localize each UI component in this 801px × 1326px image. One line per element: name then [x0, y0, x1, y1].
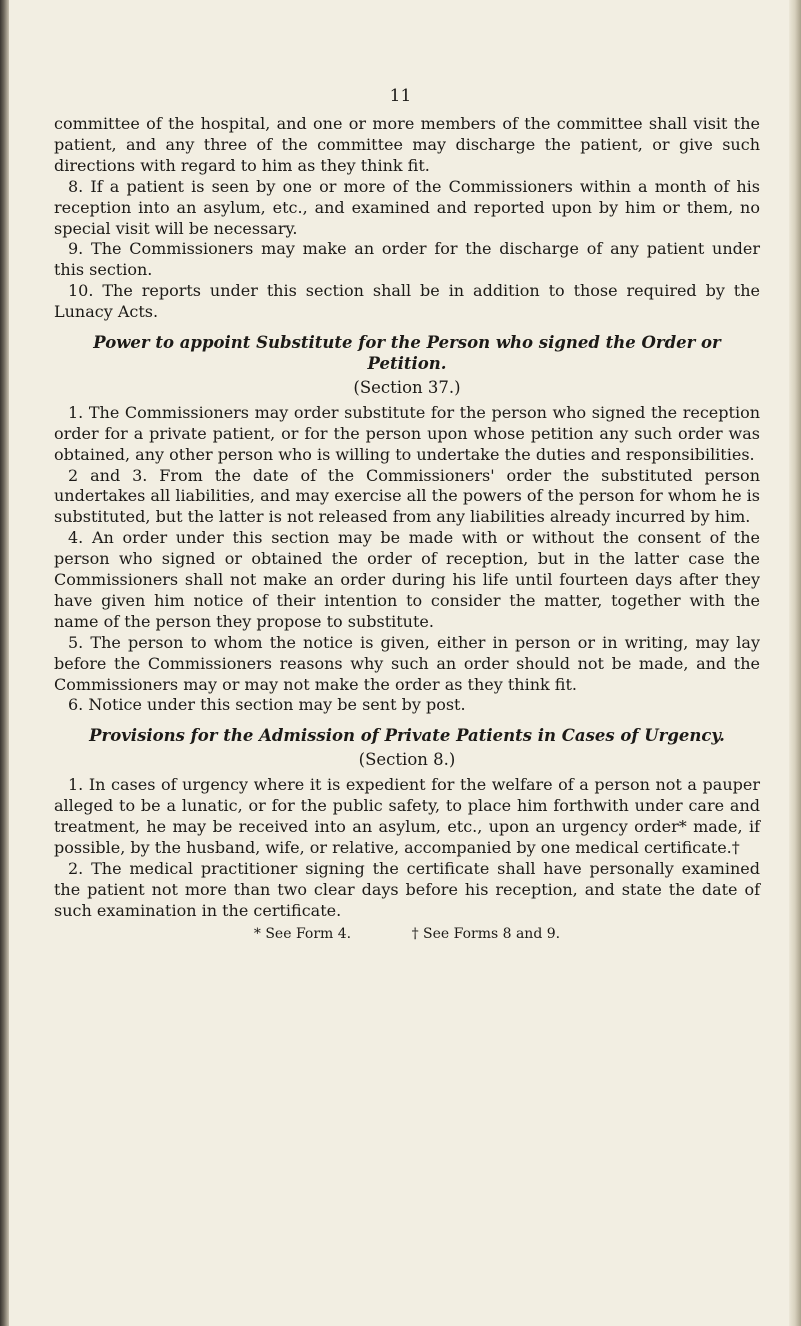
footnote-forms-8-9: † See Forms 8 and 9. [411, 925, 561, 942]
paragraph-9: 9. The Commissioners may make an order for the discharge of any patient under this section. [54, 239, 760, 280]
page-edge [789, 0, 801, 1326]
substitute-paragraph-2-3: 2 and 3. From the date of the Commissioners' order the substituted person undertakes all liabilities, and may exercise all the powers of the person for whom he is substituted, but the latter is not released from any liabilities already incurred by him. [54, 465, 760, 527]
page-number: 11 [389, 86, 412, 106]
page-body [54, 114, 760, 944]
book-spine-shadow [0, 0, 9, 1326]
substitute-paragraph-4: 4. An order under this section may be made with or without the consent of the person who signed or obtained the order of reception, but in the latter case the Commissioners shall not make an order during his life until fourteen days after they have given him notice of their intention to consider the matter, together with the name of the person they propose to substitute. [54, 528, 760, 631]
substitute-paragraph-6: 6. Notice under this section may be sent by post. [68, 695, 466, 715]
section-8-label: (Section 8.) [358, 750, 456, 770]
footnotes [54, 924, 760, 945]
intro-paragraph: committee of the hospital, and one or more members of the committee shall visit the patient, and any three of the committee may discharge the patient, or give such directions with regard to him as they think fit. [54, 114, 760, 175]
substitute-paragraph-5: 5. The person to whom the notice is given, either in person or in writing, may lay before the Commissioners reasons why such an order should not be made, and the Commissioners may or may not make the order as they think fit. [54, 632, 760, 694]
heading-substitute: Power to appoint Substitute for the Person who signed the Order or Petition. [93, 333, 721, 373]
substitute-paragraph-1: 1. The Commissioners may order substitute for the person who signed the reception order for a private patient, or for the person upon whose petition any such order was obtained, any other person who is willing to undertake the duties and responsibilities. [54, 402, 760, 464]
page-number-row [0, 86, 801, 106]
urgency-paragraph-1: 1. In cases of urgency where it is expedient for the welfare of a person not a pauper alleged to be a lunatic, or for the public safety, to place him forthwith under care and treatment, he may be received into an asylum, etc., upon an urgency order* made, if possible, by the husband, wife, or relative, accompanied by one medical certificate.† [54, 775, 760, 857]
footnote-form-4: * See Form 4. [253, 925, 352, 942]
paragraph-10: 10. The reports under this section shall be in addition to those required by the Lunacy Acts. [54, 281, 760, 322]
heading-urgency: Provisions for the Admission of Private Patients in Cases of Urgency. [89, 726, 725, 746]
paragraph-8: 8. If a patient is seen by one or more of the Commissioners within a month of his reception into an asylum, etc., and examined and reported upon by him or them, no special visit will be necessary. [54, 176, 760, 238]
section-37-label: (Section 37.) [353, 377, 461, 397]
urgency-paragraph-2: 2. The medical practitioner signing the certificate shall have personally examined the patient not more than two clear days before his reception, and state the date of such examination in the certificate. [54, 858, 760, 920]
